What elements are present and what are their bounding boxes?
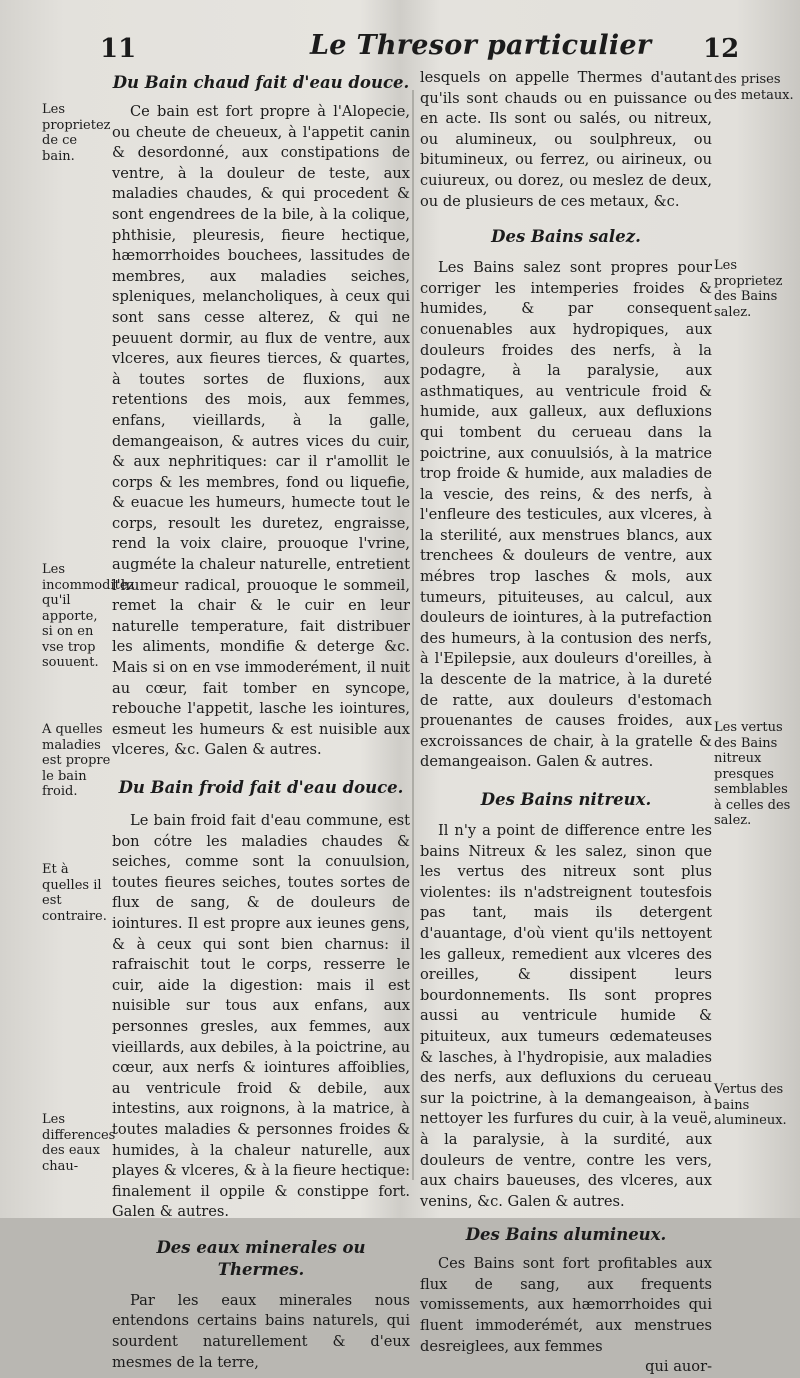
section-heading-alum-baths: Des Bains alumineux. bbox=[465, 1225, 667, 1245]
catchword: qui auor- bbox=[645, 1358, 712, 1376]
margin-note-right-3: Les vertus des Bains nitreux presques semblables à celles des salez. bbox=[714, 720, 791, 828]
margin-note-left-4: Et à quelles il est contraire. bbox=[42, 862, 107, 924]
paragraph-cold-bath: Le bain froid fait d'eau commune, est bon cótre les maladies chaudes & seiches, comme sont la conuulsion, toutes fieures seiches, toutes sortes de flux de sang, & de douleurs de iointures. Il est propre aux ieunes gens, & à ceux qui sont bien charnus: il rafraischit tout le corps, resserre le cuir, aide la digestion: mais il est nuisible sur tous aux enfans, aux personnes gresles, aux femmes, aux vieillards, aux debiles, à la poictrine, au cœur, aux nerfs & iointures affoiblies, au ventricule froid & debile, aux intestins, aux roignons, à la matrice, à toutes maladies & personnes froides & humides, à la chaleur naturelle, aux playes & vlceres, & à la fieure hectique: finalement il oppile & constippe fort. Galen & autres. bbox=[112, 812, 410, 1221]
margin-note-left-1: Les proprietez de ce bain. bbox=[42, 102, 111, 164]
paragraph-warm-bath: Ce bain est fort propre à l'Alopecie, ou cheute de cheueux, à l'appetit canin & desordonné, aux constipations de ventre, à la douleur de teste, aux maladies chaudes, & qui procedent & sont engendrees de la bile, à la colique, phthisie, pleuresis, fieure hectique, hæmorrhoides bouchees, lassitudes de membres, aux maladies seiches, spleniques, melancholiques, à ceux qui sont sans cesse alterez, & qui ne peuuent dormir, au flux de ventre, aux vlceres, aux fieures tierces, & quartes, à toutes sortes de fluxions, aux retentions des mois, aux femmes, enfans, vieillards, à la galle, demangeaison, & autres vices du cuir, & aux nephritiques: car il r'amollit le corps & les membres, fond ou liquefie, & euacue les humeurs, humecte tout le corps, resoult les duretez, engraisse, rend la voix claire, prouoque l'vrine, augméte la chaleur naturelle, entretient l'humeur radical, prouoque le sommeil, remet la chair & le cuir en leur naturelle temperature, fait distribuer les aliments, mondifie & deterge &c. Mais si on en vse immoderément, il nuit au cœur, fait tomber en syncope, rebouche l'appetit, lasche les iointures, esmeut les humeurs & est nuisible aux vlceres, &c. Galen & autres. bbox=[112, 103, 410, 759]
page-number-left: 11 bbox=[100, 34, 137, 64]
left-text-column bbox=[112, 72, 410, 1373]
paragraph-salt-baths: Les Bains salez sont propres pour corriger les intemperies froides & humides, & par consequent conuenables aux hydropiques, aux douleurs froides des nerfs, à la podagre, à la paralysie, aux asthmatiques, au ventricule froid & humide, aux galleux, aux defluxions qui tombent du cerueau dans la poictrine, aux conuulsiós, à la matrice trop froide & humide, aux maladies de la vescie, des reins, & des nerfs, à l'enfleure des testicules, aux vlceres, à la sterilité, aux menstrues blancs, aux trenchees & douleurs de ventre, aux mébres trop lasches & mols, aux tumeurs, pituiteuses, au calcul, aux douleurs de iointures, à la putrefaction des humeurs, à la contusion des nerfs, à l'Epilepsie, aux douleurs d'oreilles, à la descente de la matrice, à la dureté de ratte, aux douleurs d'estomach prouenantes de causes froides, aux excroissances de chair, à la gratelle & demangeaison. Galen & autres. bbox=[420, 259, 712, 771]
section-heading-nitrous-baths: Des Bains nitreux. bbox=[480, 790, 652, 809]
margin-note-right-2: Les proprietez des Bains salez. bbox=[714, 258, 783, 320]
margin-note-left-5: Les differences des eaux chau- bbox=[42, 1112, 116, 1174]
page-number-right: 12 bbox=[703, 34, 740, 64]
right-text-column bbox=[420, 68, 712, 1378]
section-heading-cold-bath: Du Bain froid fait d'eau douce. bbox=[118, 778, 404, 797]
section-heading-warm-bath: Du Bain chaud fait d'eau douce. bbox=[112, 73, 410, 92]
margin-note-right-4: Vertus des bains alumineux. bbox=[714, 1082, 787, 1128]
margin-note-right-1: des prises des metaux. bbox=[714, 72, 794, 103]
margin-note-left-2: Les incommoditez qu'il apporte, si on en vse trop souuent. bbox=[42, 562, 135, 670]
paragraph-nitrous-baths: Il n'y a point de difference entre les bains Nitreux & les salez, sinon que les vertus des nitreux sont plus violentes: ils n'adstreignent toutesfois pas tant, mais ils detergent d'auantage, d'où vient qu'ils nettoyent les galleux, remedient aux vlceres des oreilles, & dissipent leurs bourdonnements. Ils sont propres aussi au ventricule humide & pituiteux, aux tumeurs œdemateuses & lasches, à l'hydropisie, aux maladies des nerfs, aux defluxions du cerueau sur la poictrine, à la demangeaison, à nettoyer les furfures du cuir, à la veuë, à la paralysie, à la surdité, aux douleurs de ventre, contre les vers, aux chairs baueuses, des vlceres, aux venins, &c. Galen & autres. bbox=[420, 822, 712, 1210]
paragraph-mineral-waters: Par les eaux minerales nous entendons certains bains naturels, qui sourdent naturellement & d'eux mesmes de la terre, bbox=[112, 1291, 410, 1371]
page-gutter bbox=[412, 90, 414, 1180]
section-heading-mineral-waters: Des eaux minerales ou Thermes. bbox=[156, 1237, 366, 1279]
margin-note-left-3: A quelles maladies est propre le bain froid. bbox=[42, 722, 111, 799]
paragraph-thermes-continued: lesquels on appelle Thermes d'autant qu'ils sont chauds ou en puissance ou en acte. Ils sont ou salés, ou nitreux, ou alumineux, ou soulphreux, ou bitumineux, ou ferrez, ou airineux, ou cuiureux, ou dorez, ou meslez de deux, ou de plusieurs de ces metaux, &c. bbox=[420, 69, 712, 210]
paragraph-alum-baths: Ces Bains sont fort profitables aux flux de sang, aux frequents vomissements, aux hæmorrhoides qui fluent immoderémét, aux menstrues desreiglees, aux femmes bbox=[420, 1255, 712, 1355]
running-title: Le Thresor particulier bbox=[310, 30, 652, 61]
section-heading-salt-baths: Des Bains salez. bbox=[491, 227, 641, 247]
